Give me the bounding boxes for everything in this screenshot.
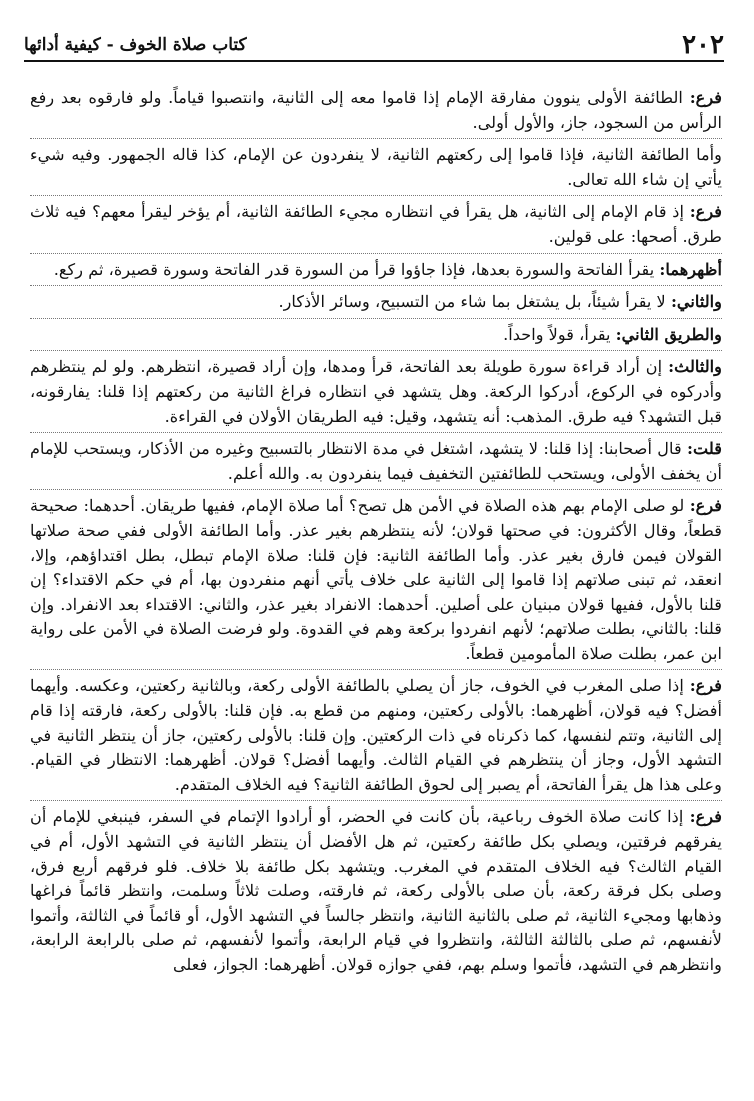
paragraph-text: إذا صلى المغرب في الخوف، جاز أن يصلي بالطائفة الأولى ركعة، وبالثانية ركعتين، وعكسه. وأيهما أفضل؟ فيه قولان، أظهرهما: بالأولى ركعتين، ومنهم من قطع به. فإن قلنا: بالأولى ركعة، فارقته إذا قام إلى الثانية، وتتم لنفسها، كما ذكرناه في ذات الركعتين. وإن قلنا: بالأولى ركعتين، جاز أن ينتظر الثانية في التشهد الأول، وجاز أن ينتظرهم في القيام الثالث. وأيهما أفضل؟ قولان. أظهرهما: الانتظار في القيام. وعلى هذا هل يقرأ الفاتحة، أم يصبر إلى لحوق الطائفة الثانية؟ فيه الخلاف المتقدم.: [30, 676, 722, 794]
paragraph-label: فرع:: [689, 496, 722, 516]
paragraph-label: قلت:: [687, 439, 722, 459]
page-body: [30, 86, 722, 985]
paragraph-label: والثاني:: [670, 292, 722, 312]
paragraph-text: الطائفة الأولى ينوون مفارقة الإمام إذا قاموا معه إلى الثانية، وانتصبوا قياماً. ولو فارقوه بعد رفع الرأس من السجود، جاز، والأول أولى.: [30, 88, 722, 132]
paragraph-label: أظهرهما:: [659, 259, 722, 279]
paragraph-text: يقرأ، قولاً واحداً.: [503, 324, 611, 344]
paragraph: [30, 143, 722, 196]
paragraph-label: فرع:: [689, 202, 722, 222]
paragraph: [30, 86, 722, 139]
paragraph-text: لو صلى الإمام بهم هذه الصلاة في الأمن هل تصح؟ أما صلاة الإمام، ففيها طريقان. أحدهما: صحيحة قطعاً، وقال الأكثرون: في صحتها قولان؛ لأنه ينتظرهم بغير عذر. وأما الطائفة الأولى ففي صحة صلاتها القولان فيمن فارق بغير عذر. وأما الطائفة الثانية: فإن قلنا: صلاة الإمام تبطل، بطل اقتداؤهم، وإلا، انعقد، ثم تبنى صلاتهم إذا قاموا إلى الثانية على خلاف يأتي أنهم منفردون بها، أم في حكم الاقتداء؟ إن قلنا بالأول، ففيها قولان مبنيان على أصلين. أحدهما: الانفراد بغير عذر، والثاني: الاقتداء بعد الانفراد. وإن قلنا: بالثاني، بطلت صلاتهم؛ لأنهم انفردوا بركعة وهم في القدوة. ولو فرضت الصلاة في الأمن على رواية ابن عمر، بطلت صلاة المأمومين قطعاً.: [30, 496, 722, 663]
paragraph: [30, 674, 722, 801]
paragraph-label: فرع:: [689, 88, 722, 107]
paragraph: [30, 323, 722, 352]
paragraph: [30, 258, 722, 287]
paragraph-text: إن أراد قراءة سورة طويلة بعد الفاتحة، قرأ ومدها، وإن أراد قصيرة، انتظرهم. ولو لم ينتظرهم وأدركوه في الركوع، أدركوا الركعة. وهل يتشهد في انتظاره فراغ الثانية من ركعتهم إذا قلنا: يفارقونه، قبل التشهد؟ فيه طرق. المذهب: أنه يتشهد، وقيل: فيه الطريقان الأولان في القراءة.: [30, 357, 722, 426]
page-header: [24, 30, 724, 62]
paragraph-text: قال أصحابنا: إذا قلنا: لا يتشهد، اشتغل في مدة الانتظار بالتسبيح وغيره من الأذكار، ويستحب للإمام أن يخفف الأولى، ويستحب للطائفتين التخفيف فيما ينفردون به. والله أعلم.: [30, 439, 722, 483]
paragraph-text: لا يقرأ شيئاً، بل يشتغل بما شاء من التسبيح، وسائر الأذكار.: [278, 292, 666, 312]
paragraph: [30, 805, 722, 980]
paragraph-label: فرع:: [689, 676, 723, 696]
paragraph: [30, 494, 722, 670]
paragraph-label: والطريق الثاني:: [615, 324, 722, 344]
paragraph: [30, 437, 722, 490]
paragraph: [30, 355, 722, 433]
paragraph: [30, 200, 722, 253]
page-number: ٢٠٢: [682, 30, 724, 60]
paragraph-text: يقرأ الفاتحة والسورة بعدها، فإذا جاؤوا قرأ من السورة قدر الفاتحة وسورة قصيرة، ثم ركع.: [53, 259, 655, 279]
paragraph-text: إذ قام الإمام إلى الثانية، هل يقرأ في انتظاره مجيء الطائفة الثانية، أم يؤخر ليقرأ معهم؟ فيه ثلاث طرق. أصحها: على قولين.: [30, 202, 722, 246]
paragraph-text: وأما الطائفة الثانية، فإذا قاموا إلى ركعتهم الثانية، لا ينفردون عن الإمام، كذا قاله الجمهور. وفيه شيء يأتي إن شاء الله تعالى.: [30, 145, 722, 189]
paragraph-text: إذا كانت صلاة الخوف رباعية، بأن كانت في الحضر، أو أرادوا الإتمام في السفر، فينبغي للإمام أن يفرقهم فرقتين، ويصلي بكل طائفة ركعتين، ثم هل الأفضل أن ينتظر الثانية في التشهد الأول، أم في القيام الثالث؟ فيه الخلاف المتقدم في المغرب. ويتشهد بكل طائفة بلا خلاف. فلو فرقهم أربع فرق، وصلى بكل فرقة ركعة، بأن صلى بالأولى ركعة، ثم فارقته، وصلت ثلاثاً وسلمت، وانتظر قائماً فراغها وذهابها ومجيء الثانية، ثم صلى بالثانية الثانية، وانتظر جالساً في التشهد الأول، أو قائماً في الثالثة، وأتموا لأنفسهم، ثم صلى بالثالثة الثالثة، وانتظروا في قيام الرابعة، وأتموا لأنفسهم، ثم صلى بالرابعة الرابعة، وانتظرهم في التشهد، فأتموا وسلم بهم، ففي جوازه قولان. أظهرهما: الجواز، فعلى: [30, 807, 722, 974]
running-title: كتاب صلاة الخوف - كيفية أدائها: [24, 35, 247, 55]
paragraph-label: فرع:: [689, 807, 722, 827]
paragraph: [30, 290, 722, 319]
paragraph-label: والثالث:: [668, 357, 722, 377]
